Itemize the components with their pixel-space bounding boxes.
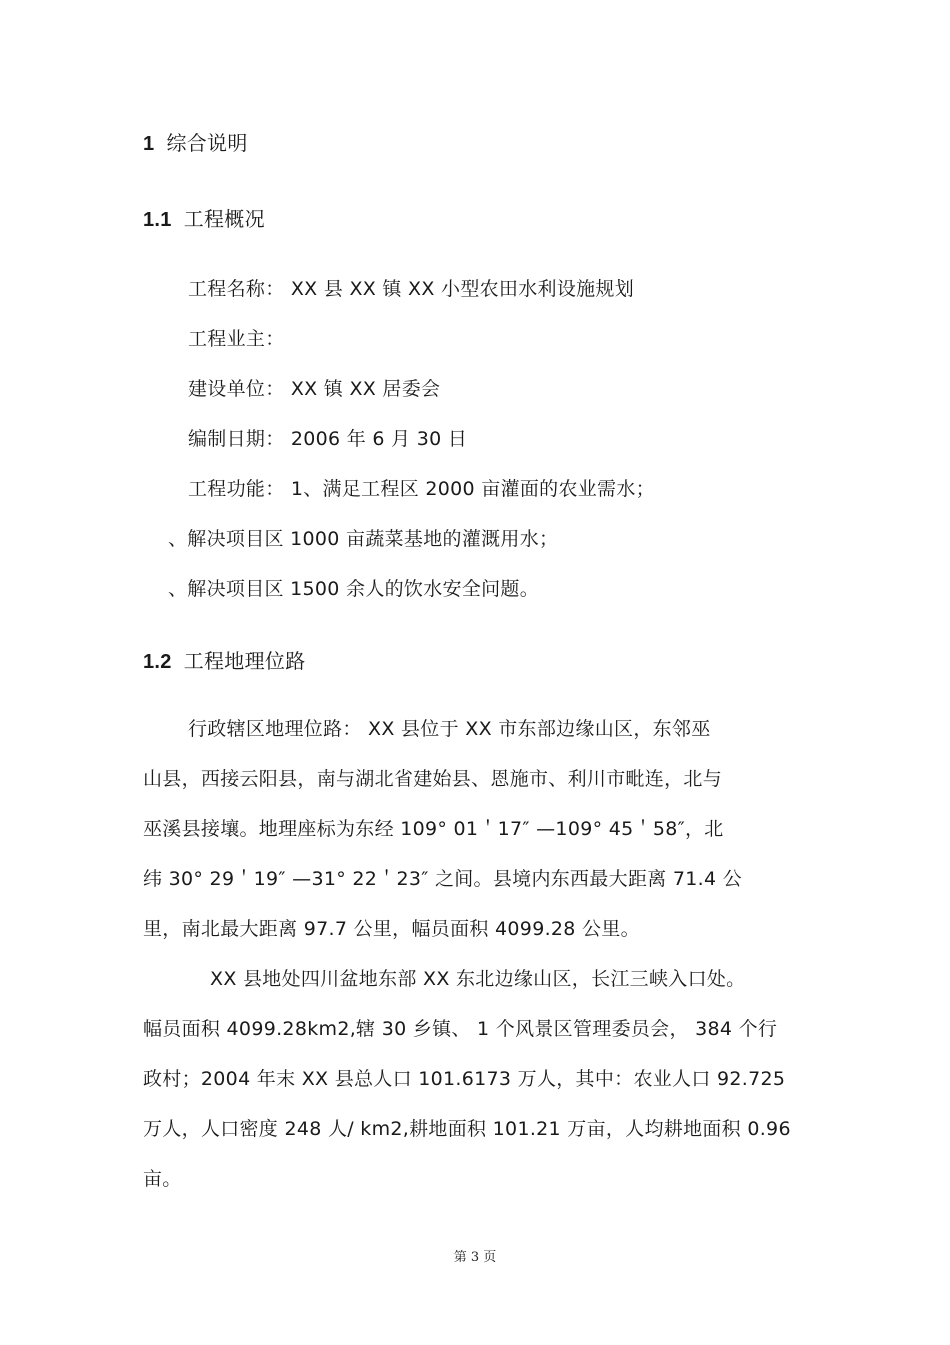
geo-paragraph-2-line-1: XX 县地处四川盆地东部 XX 东北边缘山区，长江三峡入口处。 — [210, 968, 746, 990]
function-item-2: 、解决项目区 1000 亩蔬菜基地的灌溉用水； — [168, 528, 559, 550]
section-title: 综合说明 — [166, 131, 248, 155]
geo-paragraph-1-line-5: 里，南北最大距离 97.7 公里，幅员面积 4099.28 公里。 — [143, 918, 640, 940]
section-title: 工程地理位路 — [183, 649, 306, 673]
section-number: 1.1 — [143, 209, 172, 231]
geo-paragraph-2-line-5: 亩。 — [143, 1168, 182, 1190]
function-item-3: 、解决项目区 1500 余人的饮水安全问题。 — [168, 578, 540, 600]
section-heading-1 — [143, 130, 248, 157]
section-number: 1.2 — [143, 651, 172, 673]
function-line: 工程功能： 1、满足工程区 2000 亩灌面的农业需水； — [188, 478, 655, 500]
section-title: 工程概况 — [183, 207, 265, 231]
project-name-line: 工程名称： XX 县 XX 镇 XX 小型农田水利设施规划 — [188, 278, 635, 300]
geo-paragraph-1-line-4: 纬 30° 29＇19″ —31° 22＇23″ 之间。县境内东西最大距离 71.4 公 — [143, 868, 743, 890]
page-number-footer: 第 3 页 — [453, 1250, 497, 1265]
geo-paragraph-2-line-4: 万人，人口密度 248 人/ km2,耕地面积 101.21 万亩，人均耕地面积 0.96 — [143, 1118, 791, 1140]
geo-paragraph-2-line-3: 政村；2004 年末 XX 县总人口 101.6173 万人，其中：农业人口 92.725 — [143, 1068, 786, 1090]
section-number: 1 — [143, 133, 155, 155]
geo-paragraph-1-line-3: 巫溪县接壤。地理座标为东经 109° 01＇17″ —109° 45＇58″，北 — [143, 818, 724, 840]
geo-paragraph-2-line-2: 幅员面积 4099.28km2,辖 30 乡镇、 1 个风景区管理委员会， 384 个行 — [143, 1018, 778, 1040]
geo-paragraph-1-line-1: 行政辖区地理位路： XX 县位于 XX 市东部边缘山区，东邻巫 — [188, 718, 711, 740]
section-heading-1-2 — [143, 648, 306, 675]
date-line: 编制日期： 2006 年 6 月 30 日 — [188, 428, 468, 450]
section-heading-1-1 — [143, 206, 265, 233]
builder-line: 建设单位： XX 镇 XX 居委会 — [188, 378, 441, 400]
project-owner-line: 工程业主： — [188, 328, 285, 350]
geo-paragraph-1-line-2: 山县，西接云阳县，南与湖北省建始县、恩施市、利川市毗连，北与 — [143, 768, 723, 790]
